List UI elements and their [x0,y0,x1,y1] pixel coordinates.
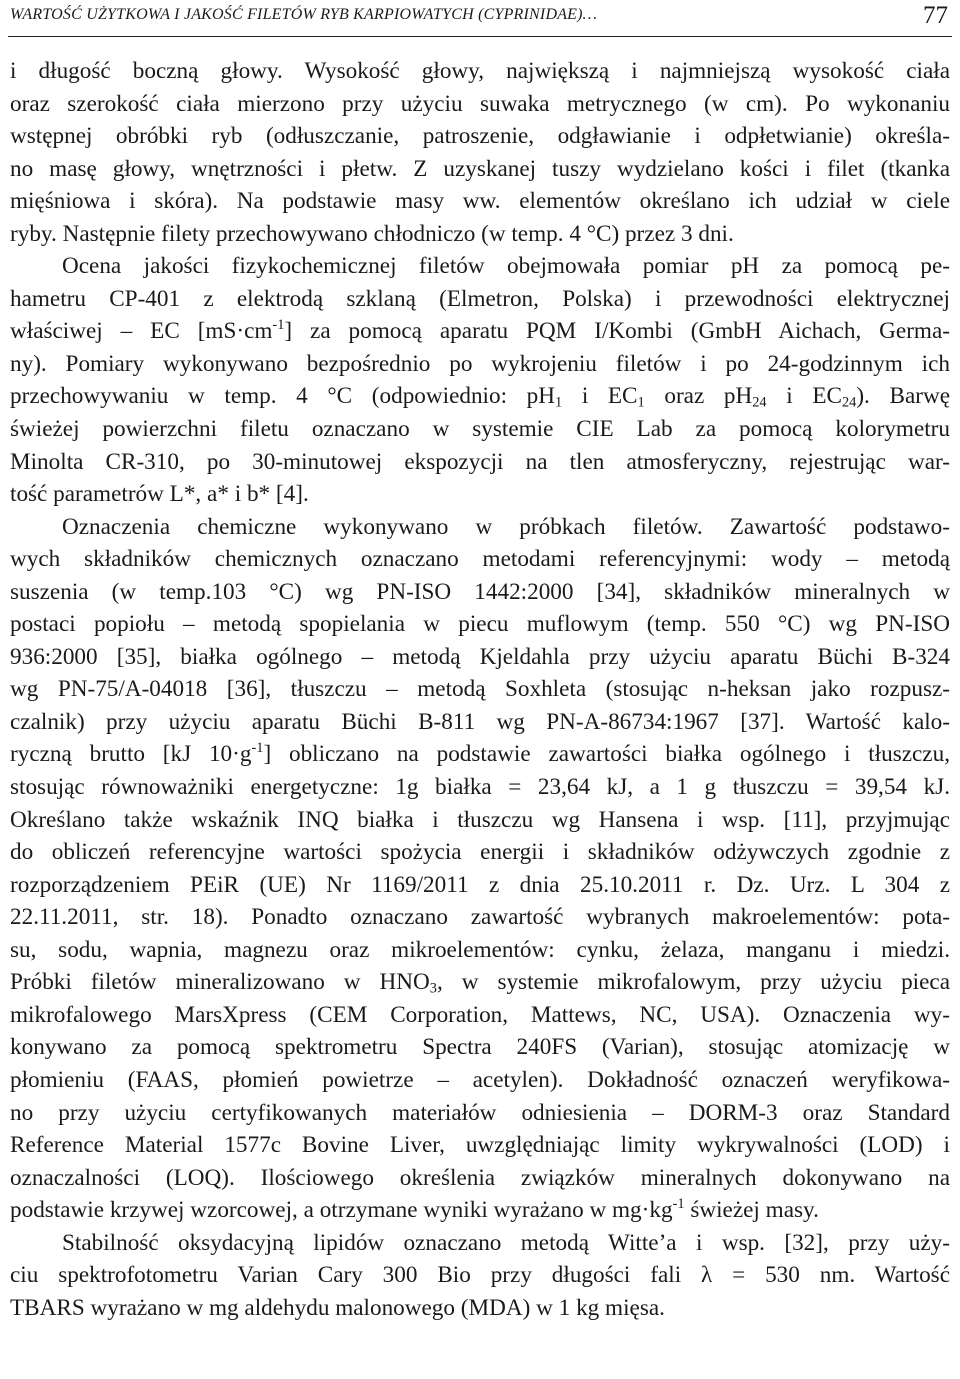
text-line: wstępnej obróbki ryb (odłuszczanie, patroszenie, odgławianie i odpłetwianie) określa- [10,123,950,150]
text-line: ryczną brutto [kJ $10\cdot g^{-1}$] obliczano na podstawie zawartości białka ogólnego i tłuszczu, [10,740,950,768]
text-line: no masę głowy, wnętrzności i płetw. Z uzyskanej tuszy wydzielano kości i filet (tkanka [10,155,950,182]
text-line: TBARS wyrażano w mg aldehydu malonowego (MDA) w 1 kg mięsa. [10,1294,665,1321]
text-line: Próbki filetów mineralizowano w $HNO_3$, w systemie mikrofalowym, przy użyciu pieca [10,969,950,997]
text-line: stosując równoważniki energetyczne: 1g białka = 23,64 kJ, a 1 g tłuszczu = 39,54 kJ. [10,774,950,801]
text-line: hametru CP-401 z elektrodą szklaną (Elmetron, Polska) i przewodności elektrycznej [10,285,950,312]
text-line: oraz szerokość ciała mierzono przy użyciu suwaka metrycznego (w cm). Po wykonaniu [10,90,950,117]
text-line: su, sodu, wapnia, magnezu oraz mikroelementów: cynku, żelaza, manganu i miedzi. [10,936,950,963]
text-line: mięśniowa i skóra). Na podstawie masy ww. elementów określano ich udział w ciele [10,188,950,215]
text-line: Określano także wskaźnik INQ białka i tłuszczu wg Hansena i wsp. [11], przyjmując [10,806,950,833]
paragraph [10,511,950,1227]
text-line: podstawie krzywej wzorcowej, a otrzymane wyniki wyrażano w $mg\cdot kg^{-1}$ świeżej masy. [10,1196,819,1224]
text-line: Stabilność oksydacyjną lipidów oznaczano metodą Witte’a i wsp. [32], przy uży- [62,1229,950,1256]
text-line: wych składników chemicznych oznaczano metodami referencyjnymi: wody – metodą [10,546,950,573]
text-line: suszenia (w temp.103 °C) wg PN-ISO 1442:2000 [34], składników mineralnych w [10,578,950,605]
text-line: konywano za pomocą spektrometru Spectra 240FS (Varian), stosując atomizację w [10,1034,950,1061]
text-line: ryby. Następnie filety przechowywano chłodniczo (w temp. 4 °C) przez 3 dni. [10,220,734,247]
text-line: i długość boczną głowy. Wysokość głowy, największą i najmniejszą wysokość ciała [10,58,950,84]
text-line: czalnik) przy użyciu aparatu Büchi B-811 wg PN-A-86734:1967 [37]. Wartość kalo- [10,708,950,735]
text-line: no przy użyciu certyfikowanych materiałów odniesienia – DORM-3 oraz Standard [10,1099,950,1126]
paragraph [10,55,950,250]
text-line: 22.11.2011, str. 18). Ponadto oznaczano zawartość wybranych makroelementów: pota- [10,904,950,931]
text-line: ciu spektrofotometru Varian Cary 300 Bio przy długości fali λ = 530 nm. Wartość [10,1262,950,1289]
text-line: 936:2000 [35], białka ogólnego – metodą Kjeldahla przy użyciu aparatu Büchi B-324 [10,643,950,670]
text-line: tość parametrów L*, a* i b* [4]. [10,481,309,508]
text-line: postaci popiołu – metodą spopielania w piecu muflowym (temp. 550 °C) wg PN-ISO [10,611,950,638]
text-line: wg PN-75/A-04018 [36], tłuszczu – metodą Soxhleta (stosując n-heksan jako rozpusz- [10,676,950,703]
paragraph [10,1227,950,1325]
text-line: przechowywaniu w temp. 4 °C (odpowiednio: $pH_1$ i $EC_1$ oraz $pH_{24}$ i $EC_{24}$). Barwę [10,383,950,412]
running-title: WARTOŚĆ UŻYTKOWA I JAKOŚĆ FILETÓW RYB KARPIOWATYCH (CYPRINIDAE)… [10,6,598,23]
text-line: mikrofalowego MarsXpress (CEM Corporation, Mattews, NC, USA). Oznaczenia wy- [10,1001,950,1028]
text-line: oznaczalności (LOQ). Ilościowego określenia związków mineralnych dokonywano na [10,1164,950,1191]
body-text [10,55,950,1324]
running-header [8,0,952,37]
text-line: rozporządzeniem PEiR (UE) Nr 1169/2011 z dnia 25.10.2011 r. Dz. Urz. L 304 z [10,871,950,898]
text-line: właściwej – EC $[mS\cdot cm^{-1}]$ za pomocą aparatu PQM I/Kombi (GmbH Aichach, Germa- [10,317,950,345]
text-line: płomieniu (FAAS, płomień powietrze – acetylen). Dokładność oznaczeń weryfikowa- [10,1066,950,1093]
text-line: do obliczeń referencyjne wartości spożycia energii i składników odżywczych zgodnie z [10,839,950,866]
paragraph [10,250,950,510]
text-line: Reference Material 1577c Bovine Liver, uwzględniając limity wykrywalności (LOD) i [10,1132,950,1159]
text-line: świeżej powierzchni filetu oznaczano w systemie CIE Lab za pomocą kolorymetru [10,416,950,443]
text-line: Oznaczenia chemiczne wykonywano w próbkach filetów. Zawartość podstawo- [62,513,950,540]
text-line: Ocena jakości fizykochemicznej filetów obejmowała pomiar pH za pomocą pe- [62,253,950,280]
text-line: ny). Pomiary wykonywano bezpośrednio po wykrojeniu filetów i po 24-godzinnym ich [10,350,950,377]
page-number: 77 [923,2,948,29]
text-line: Minolta CR-310, po 30-minutowej ekspozycji na tlen atmosferyczny, rejestrując war- [10,448,950,475]
